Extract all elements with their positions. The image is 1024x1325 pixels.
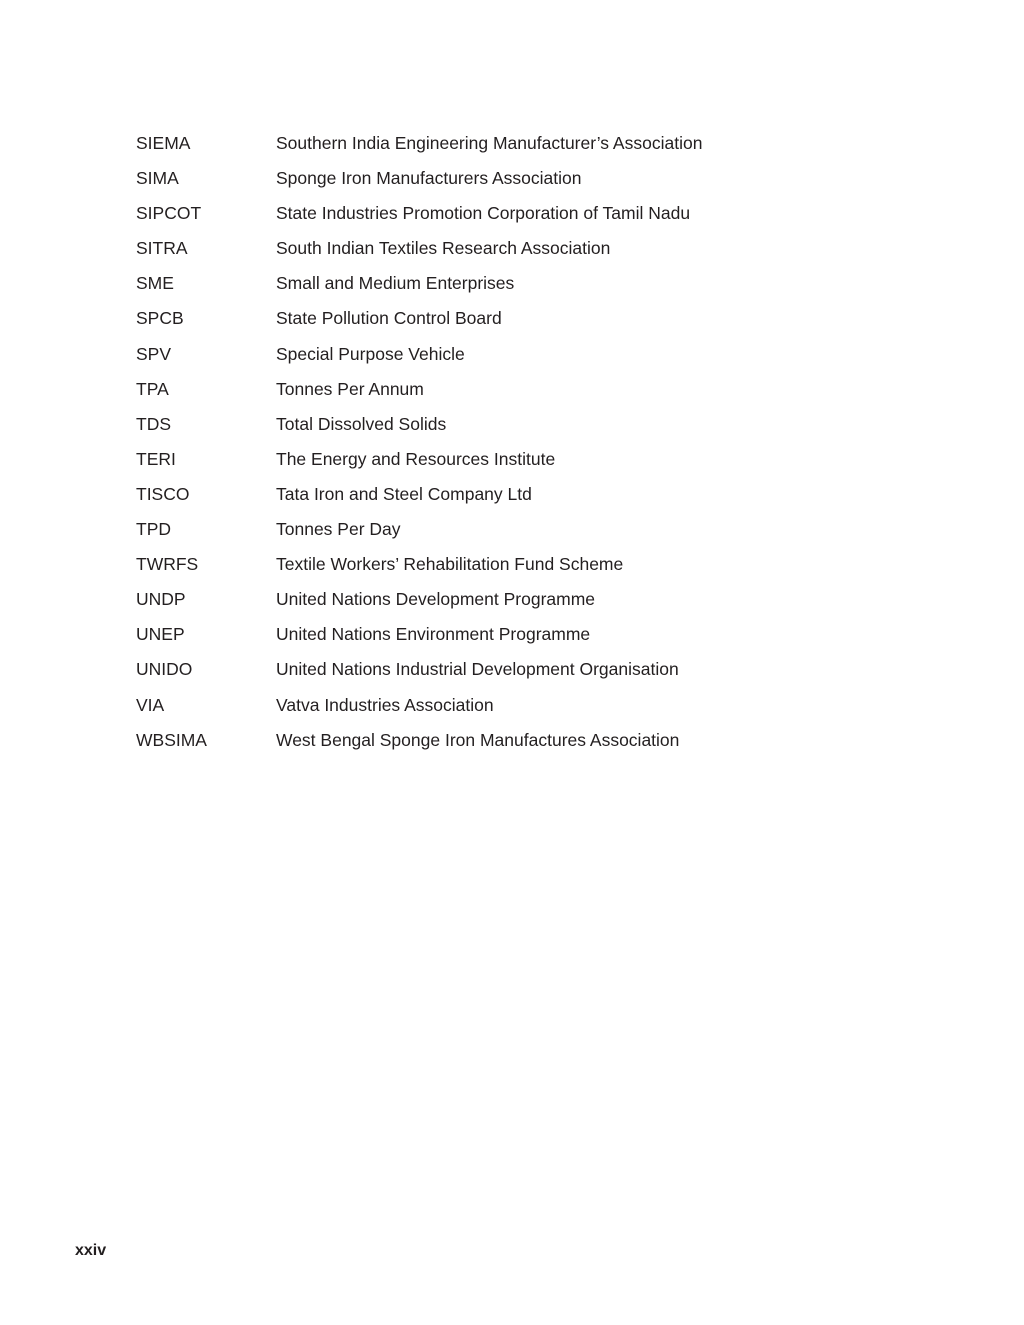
abbreviation-term: TPD [136,519,171,540]
abbreviation-term: UNDP [136,589,186,610]
abbreviation-definition: United Nations Industrial Development Organisation [276,659,679,680]
abbreviation-definition: State Industries Promotion Corporation of Tamil Nadu [276,203,691,224]
abbreviation-row [136,131,896,166]
abbreviation-row [136,482,896,517]
abbreviation-row [136,306,896,341]
abbreviation-row [136,728,896,763]
abbreviation-definition: Sponge Iron Manufacturers Association [276,168,582,189]
abbreviation-term: UNEP [136,624,185,645]
abbreviation-term: UNIDO [136,659,193,680]
abbreviation-term: TERI [136,448,176,469]
abbreviation-definition: State Pollution Control Board [276,308,502,329]
abbreviation-definition: Vatva Industries Association [276,694,494,715]
abbreviation-term: SME [136,273,174,294]
abbreviation-row [136,622,896,657]
abbreviation-definition: Tonnes Per Annum [276,378,424,399]
abbreviation-row [136,377,896,412]
abbreviation-list [136,131,896,763]
abbreviation-row [136,517,896,552]
abbreviation-definition: Tonnes Per Day [276,519,401,540]
abbreviation-definition: United Nations Environment Programme [276,624,591,645]
abbreviation-term: TWRFS [136,554,199,575]
abbreviation-definition: The Energy and Resources Institute [276,448,556,469]
abbreviation-row [136,657,896,692]
abbreviation-row [136,693,896,728]
abbreviation-row [136,342,896,377]
abbreviation-row [136,271,896,306]
abbreviation-term: TDS [136,413,171,434]
abbreviation-definition: South Indian Textiles Research Association [276,238,611,259]
abbreviation-row [136,447,896,482]
abbreviation-definition: United Nations Development Programme [276,589,596,610]
abbreviation-term: TPA [136,378,169,399]
abbreviation-term: SPV [136,343,172,364]
abbreviation-definition: Textile Workers’ Rehabilitation Fund Scheme [276,554,624,575]
abbreviation-row [136,587,896,622]
abbreviation-term: WBSIMA [136,729,207,750]
abbreviation-row [136,166,896,201]
abbreviation-row [136,201,896,236]
abbreviation-definition: Special Purpose Vehicle [276,343,465,364]
abbreviation-term: TISCO [136,483,190,504]
abbreviation-definition: Tata Iron and Steel Company Ltd [276,483,532,504]
abbreviation-definition: West Bengal Sponge Iron Manufactures Association [276,729,680,750]
abbreviation-term: SIEMA [136,133,191,153]
abbreviation-definition: Small and Medium Enterprises [276,273,515,294]
abbreviation-definition: Southern India Engineering Manufacturer’s Association [276,133,703,153]
abbreviation-row [136,412,896,447]
abbreviation-row [136,236,896,271]
abbreviation-row [136,552,896,587]
page-number: xxiv [75,1242,107,1259]
abbreviation-definition: Total Dissolved Solids [276,413,447,434]
abbreviation-term: SIMA [136,168,179,189]
abbreviation-term: VIA [136,694,165,715]
abbreviation-term: SPCB [136,308,184,329]
abbreviation-term: SITRA [136,238,188,259]
abbreviation-term: SIPCOT [136,203,202,224]
